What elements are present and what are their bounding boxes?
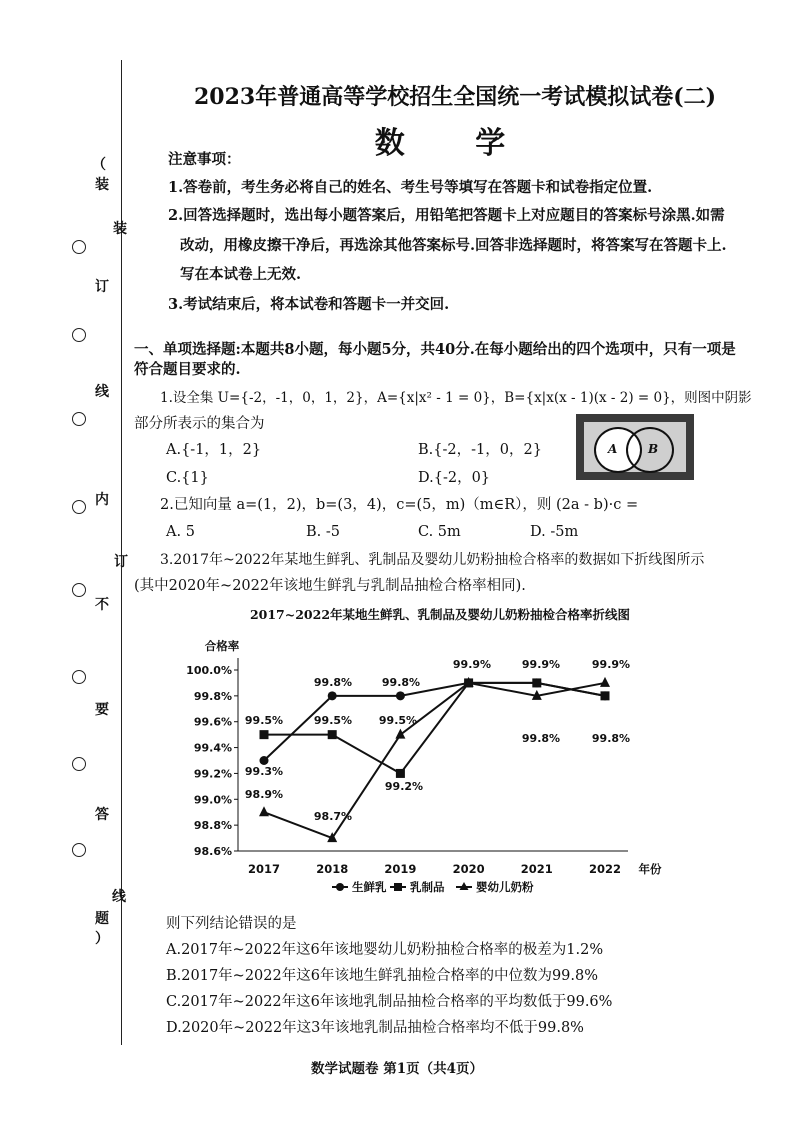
data-label: 99.9% xyxy=(591,658,631,671)
data-label: 99.9% xyxy=(452,658,492,671)
notes-line: 1.答卷前，考生务必将自己的姓名、考生号等填写在答题卡和试卷指定位置. xyxy=(168,179,653,196)
binding-margin xyxy=(0,60,130,1060)
y-tick-label: 99.0% xyxy=(193,793,232,807)
data-label: 99.2% xyxy=(384,780,424,793)
q3-stem: (其中2020年~2022年该地生鲜乳与乳制品抽检合格率相同). xyxy=(134,578,526,594)
margin-char: 装 xyxy=(113,221,127,237)
legend-label: 生鲜乳 xyxy=(352,880,387,894)
margin-char: 内 xyxy=(95,492,109,508)
square-marker xyxy=(601,691,610,700)
data-label: 99.9% xyxy=(521,658,561,671)
margin-char: 线 xyxy=(95,384,109,400)
circle-marker xyxy=(260,756,269,765)
legend-label: 婴幼儿奶粉 xyxy=(476,880,534,894)
data-label: 99.5% xyxy=(313,714,353,727)
x-tick-label: 2021 xyxy=(520,862,553,876)
circle-marker xyxy=(328,691,337,700)
y-tick-label: 99.2% xyxy=(193,767,232,781)
triangle-marker xyxy=(395,729,405,739)
q3-stem: 3.2017年~2022年某地生鲜乳、乳制品及婴幼儿奶粉抽检合格率的数据如下折线图所示 xyxy=(160,552,705,568)
binding-hole xyxy=(72,500,86,514)
y-tick-label: 99.4% xyxy=(193,741,232,755)
y-tick-label: 99.8% xyxy=(193,689,232,703)
binding-hole xyxy=(72,583,86,597)
square-marker xyxy=(532,678,541,687)
page-footer: 数学试题卷 第1页（共4页） xyxy=(311,1061,483,1077)
binding-hole xyxy=(72,412,86,426)
margin-char: 订 xyxy=(114,554,128,570)
y-axis-label: 合格率 xyxy=(204,639,240,653)
data-label: 99.8% xyxy=(521,732,561,745)
circle-marker xyxy=(464,678,473,687)
q1-option-a: A.{-1，1，2} xyxy=(166,442,262,458)
q3-option-a: A.2017年~2022年这6年该地婴幼儿奶粉抽检合格率的极差为1.2% xyxy=(166,942,604,958)
series-line xyxy=(264,683,605,774)
x-tick-label: 2017 xyxy=(247,862,281,876)
subject-title: 数 学 xyxy=(374,126,536,161)
x-tick-label: 2019 xyxy=(384,862,417,876)
q1-stem: 1.设全集 U={-2，-1，0，1，2}，A={x|x² - 1 = 0}，B={x|x(x - 1)(x - 2) = 0}，则图中阴影 xyxy=(160,390,752,406)
data-label: 99.8% xyxy=(591,732,631,745)
q3-option-d: D.2020年~2022年这3年该地乳制品抽检合格率均不低于99.8% xyxy=(166,1020,584,1036)
data-label: 99.8% xyxy=(313,676,353,689)
data-label: 99.5% xyxy=(378,714,418,727)
circle-marker xyxy=(396,691,405,700)
circle-marker xyxy=(532,678,541,687)
x-tick-label: 2022 xyxy=(588,862,622,876)
venn-label-b: B xyxy=(648,442,659,456)
notes-line: 3.考试结束后，将本试卷和答题卡一并交回. xyxy=(168,296,450,313)
data-label: 99.3% xyxy=(244,765,284,778)
triangle-marker xyxy=(532,690,542,700)
triangle-marker xyxy=(259,806,269,816)
legend-square-marker xyxy=(394,883,402,891)
circle-marker xyxy=(601,691,610,700)
x-tick-label: 2018 xyxy=(316,862,349,876)
legend-label: 乳制品 xyxy=(410,880,445,894)
margin-char: ） xyxy=(95,931,109,947)
square-marker xyxy=(328,730,337,739)
data-label: 99.8% xyxy=(381,676,421,689)
x-tick-label: 2020 xyxy=(452,862,485,876)
data-label: 98.7% xyxy=(313,810,353,823)
notes-line: 2.回答选择题时，选出每小题答案后，用铅笔把答题卡上对应题目的答案标号涂黑.如需 xyxy=(168,207,725,224)
notes-heading: 注意事项： xyxy=(168,151,241,168)
margin-char: 装 xyxy=(95,177,109,193)
binding-hole xyxy=(72,670,86,684)
q1-stem: 部分所表示的集合为 xyxy=(134,416,265,432)
data-label: 98.9% xyxy=(244,788,284,801)
section-heading: 一、单项选择题:本题共8小题，每小题5分，共40分.在每小题给出的四个选项中，只有一项是 xyxy=(134,341,736,358)
y-tick-label: 98.6% xyxy=(193,845,232,858)
triangle-marker xyxy=(464,677,474,687)
binding-hole xyxy=(72,240,86,254)
margin-char: 订 xyxy=(95,279,109,295)
notes-line: 写在本试卷上无效. xyxy=(180,266,302,283)
q2-option-c: C. 5m xyxy=(418,524,461,540)
data-label: 99.5% xyxy=(244,714,284,727)
chart-title: 2017~2022年某地生鲜乳、乳制品及婴幼儿奶粉抽检合格率折线图 xyxy=(249,607,631,622)
legend-circle-marker xyxy=(336,883,344,891)
notes-line: 改动，用橡皮擦干净后，再选涂其他答案标号.回答非选择题时，将答案写在答题卡上. xyxy=(180,237,727,254)
q2-stem: 2.已知向量 a=(1，2)，b=(3，4)，c=(5，m)（m∈R），则 (2a - b)·c = xyxy=(160,497,639,513)
margin-char: 不 xyxy=(95,597,109,613)
q2-option-d: D. -5m xyxy=(530,524,579,540)
x-axis-label: 年份 xyxy=(638,862,662,876)
q2-option-a: A. 5 xyxy=(166,524,195,540)
q2-option-b: B. -5 xyxy=(306,524,340,540)
exam-title: 2023年普通高等学校招生全国统一考试模拟试卷(二) xyxy=(193,84,717,110)
margin-char: 答 xyxy=(95,807,109,823)
venn-label-a: A xyxy=(608,442,618,456)
q1-option-b: B.{-2，-1，0，2} xyxy=(418,442,542,458)
margin-char: 题 xyxy=(95,911,109,927)
y-tick-label: 100.0% xyxy=(186,664,232,677)
binding-hole xyxy=(72,757,86,771)
q3-option-b: B.2017年~2022年这6年该地生鲜乳抽检合格率的中位数为99.8% xyxy=(166,968,599,984)
margin-char: 要 xyxy=(95,702,109,718)
section-heading: 符合题目要求的. xyxy=(134,361,241,378)
triangle-marker xyxy=(600,677,610,687)
binding-hole xyxy=(72,328,86,342)
venn-diagram xyxy=(576,414,694,480)
margin-char: （ xyxy=(92,157,106,173)
q3-question: 则下列结论错误的是 xyxy=(166,916,297,932)
margin-char: 线 xyxy=(112,889,126,905)
legend-triangle-marker xyxy=(460,882,469,890)
square-marker xyxy=(396,769,405,778)
binding-hole xyxy=(72,843,86,857)
y-tick-label: 99.6% xyxy=(193,715,232,729)
triangle-marker xyxy=(327,832,337,842)
square-marker xyxy=(464,678,473,687)
series-line xyxy=(264,683,605,838)
y-tick-label: 98.8% xyxy=(193,819,232,833)
q1-option-c: C.{1} xyxy=(166,470,209,486)
q3-option-c: C.2017年~2022年这6年该地乳制品抽检合格率的平均数低于99.6% xyxy=(166,994,613,1010)
square-marker xyxy=(260,730,269,739)
series-line xyxy=(264,683,605,761)
q1-option-d: D.{-2，0} xyxy=(418,470,491,486)
